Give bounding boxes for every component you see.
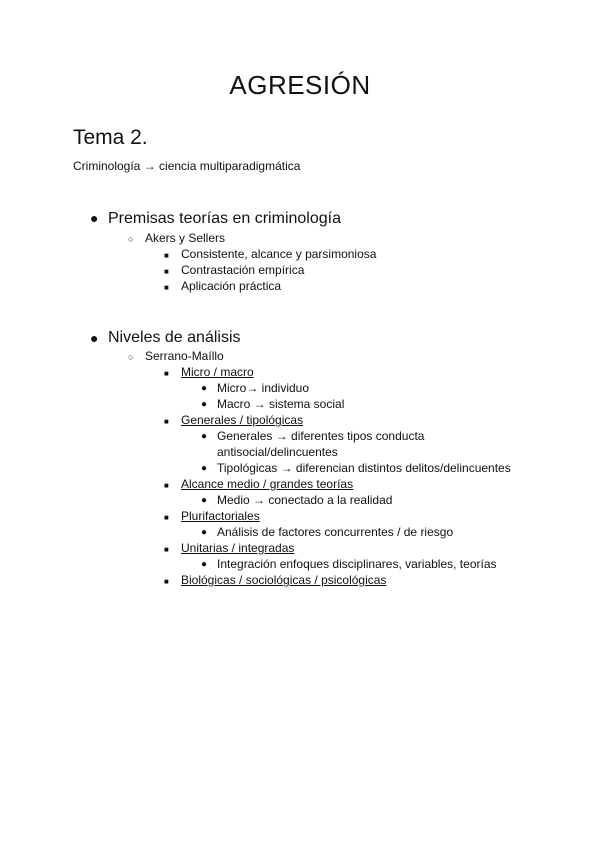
list-item: Micro→ individuo [217, 381, 310, 395]
group-label: Micro / macro [181, 365, 254, 379]
filled-bullet-icon: ● [201, 383, 208, 394]
group-label: Biológicas / sociológicas / psicológicas [181, 573, 387, 587]
group-label: Generales / tipológicas [181, 413, 304, 427]
filled-bullet-icon: ● [90, 210, 99, 226]
square-bullet-icon: ■ [164, 417, 169, 426]
square-bullet-icon: ■ [164, 283, 169, 292]
square-bullet-icon: ■ [164, 513, 169, 522]
list-item: Consistente, alcance y parsimoniosa [181, 247, 377, 261]
hollow-bullet-icon: ○ [128, 234, 134, 244]
intro-line: Criminología → ciencia multiparadigmática [73, 159, 301, 173]
list-item: Macro → sistema social [217, 397, 345, 411]
section-heading: Tema 2. [73, 126, 148, 149]
hollow-bullet-icon: ○ [128, 352, 134, 362]
filled-bullet-icon: ● [201, 399, 208, 410]
document-title: AGRESIÓN [229, 70, 371, 100]
list-item: Generales → diferentes tipos conducta [217, 429, 425, 443]
filled-bullet-icon: ● [201, 495, 208, 506]
filled-bullet-icon: ● [201, 527, 208, 538]
filled-bullet-icon: ● [201, 559, 208, 570]
list-item: Contrastación empírica [181, 263, 305, 277]
list-item: Aplicación práctica [181, 279, 282, 293]
section2-label: Niveles de análisis [108, 329, 241, 346]
section1-label: Premisas teorías en criminología [108, 210, 341, 227]
square-bullet-icon: ■ [164, 577, 169, 586]
square-bullet-icon: ■ [164, 545, 169, 554]
filled-bullet-icon: ● [201, 431, 208, 442]
list-item: Integración enfoques disciplinares, variables, teorías [217, 557, 497, 571]
square-bullet-icon: ■ [164, 251, 169, 260]
filled-bullet-icon: ● [201, 463, 208, 474]
group-label: Unitarias / integradas [181, 541, 295, 555]
list-item: Tipológicas → diferencian distintos delitos/delincuentes [217, 461, 511, 475]
filled-bullet-icon: ● [90, 330, 99, 346]
section2-author: Serrano-Maíllo [145, 349, 224, 363]
list-item-continuation: antisocial/delincuentes [217, 445, 338, 459]
group-label: Plurifactoriales [181, 509, 260, 523]
section1-author: Akers y Sellers [145, 231, 226, 245]
square-bullet-icon: ■ [164, 481, 169, 490]
list-item: Análisis de factores concurrentes / de riesgo [217, 525, 454, 539]
square-bullet-icon: ■ [164, 369, 169, 378]
square-bullet-icon: ■ [164, 267, 169, 276]
list-item: Medio → conectado a la realidad [217, 493, 393, 507]
group-label: Alcance medio / grandes teorías [181, 477, 354, 491]
